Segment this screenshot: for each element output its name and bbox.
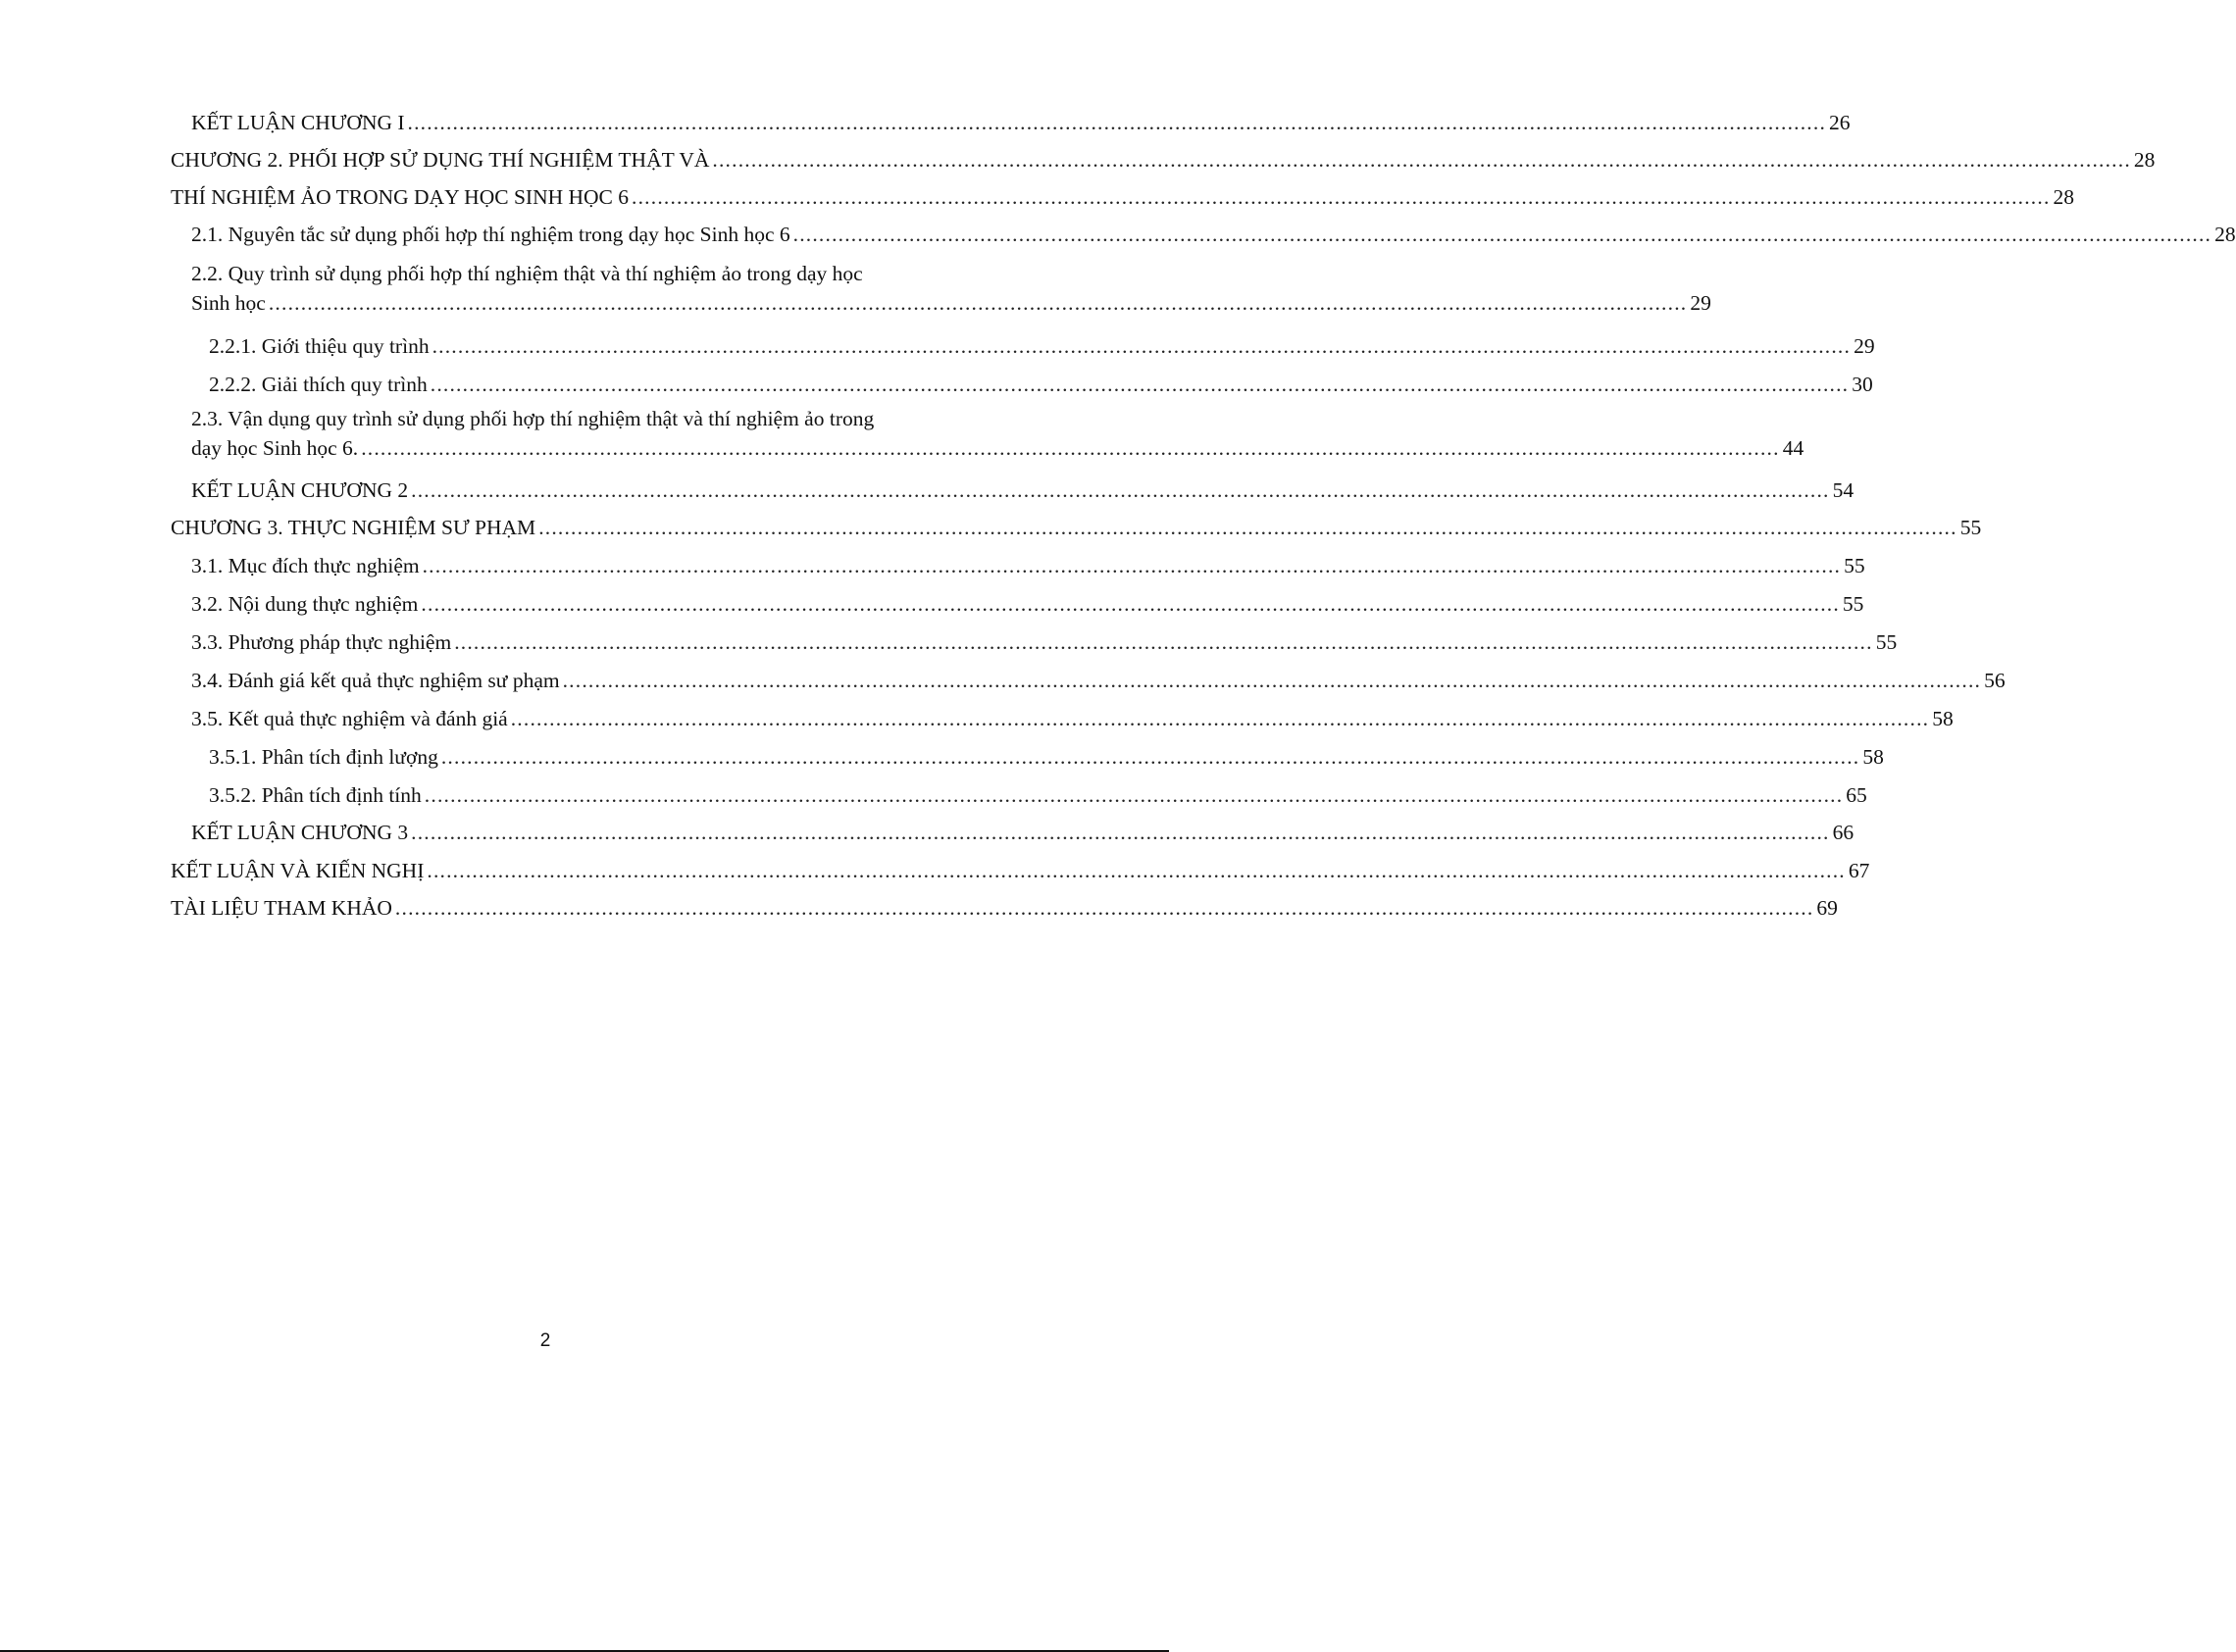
dot-leader: ............................................................................................................................................................................................................................	[712, 148, 2131, 172]
page-number: 2	[539, 1330, 551, 1351]
dot-leader: ............................................................................................................................................................................................................................	[454, 630, 1873, 654]
toc-entry-title: KẾT LUẬN CHƯƠNG 3	[191, 821, 409, 844]
toc-entry-title: THÍ NGHIỆM ẢO TRONG DẠY HỌC SINH HỌC 6	[171, 185, 630, 209]
dot-leader: ............................................................................................................................................................................................................................	[427, 859, 1846, 882]
toc-entry-line	[191, 220, 2236, 249]
dot-leader: ............................................................................................................................................................................................................................	[411, 478, 1830, 502]
toc-entry[interactable]	[209, 742, 1884, 772]
dot-leader: ............................................................................................................................................................................................................................	[562, 669, 1982, 692]
toc-entry-page: 26	[1829, 111, 1851, 134]
toc-entry[interactable]	[191, 108, 1851, 137]
toc-entry-page: 44	[1782, 436, 1804, 460]
dot-leader: ............................................................................................................................................................................................................................	[424, 783, 1844, 807]
toc-entry-line	[191, 704, 1954, 733]
toc-entry-page: 28	[2053, 185, 2075, 209]
toc-entry-title: dạy học Sinh học 6.	[191, 436, 359, 460]
toc-entry[interactable]	[209, 780, 1867, 810]
dot-leader: ............................................................................................................................................................................................................................	[440, 745, 1860, 769]
toc-entry-line	[191, 476, 1855, 505]
toc-entry-title: CHƯƠNG 2. PHỐI HỢP SỬ DỤNG THÍ NGHIỆM THẬT VÀ	[171, 148, 710, 172]
toc-entry-page: 67	[1848, 859, 1870, 882]
dot-leader: ............................................................................................................................................................................................................................	[421, 592, 1840, 616]
toc-entry-title: 3.5.2. Phân tích định tính	[209, 783, 422, 807]
toc-entry-line	[191, 108, 1851, 137]
toc-entry[interactable]	[171, 145, 2156, 175]
toc-entry-title: 2.2.2. Giải thích quy trình	[209, 373, 428, 396]
toc-entry[interactable]	[191, 818, 1855, 847]
toc-entry[interactable]	[191, 589, 1864, 619]
dot-leader: ............................................................................................................................................................................................................................	[422, 554, 1842, 577]
toc-entry-line	[171, 856, 1870, 885]
toc-entry-page: 29	[1690, 291, 1711, 315]
toc-entry-line	[209, 370, 1873, 399]
toc-entry-title-line: 2.3. Vận dụng quy trình sử dụng phối hợp thí nghiệm thật và thí nghiệm ảo trong	[191, 407, 875, 430]
toc-entry[interactable]	[191, 259, 1711, 318]
toc-entry-line	[171, 145, 2156, 175]
dot-leader: ............................................................................................................................................................................................................................	[411, 821, 1830, 844]
toc-entry-line	[209, 780, 1867, 810]
toc-entry[interactable]	[191, 704, 1954, 733]
toc-entry-page: 58	[1932, 707, 1954, 730]
toc-entry[interactable]	[191, 476, 1855, 505]
toc-entry-line	[191, 288, 1711, 318]
toc-entry-title: 2.2.1. Giới thiệu quy trình	[209, 334, 430, 358]
toc-entry-title: TÀI LIỆU THAM KHẢO	[171, 896, 392, 920]
toc-entry-page: 66	[1832, 821, 1855, 844]
toc-entry-page: 29	[1854, 334, 1875, 358]
toc-entry-line	[191, 818, 1855, 847]
toc-entry-page: 58	[1862, 745, 1884, 769]
dot-leader: ............................................................................................................................................................................................................................	[361, 436, 1780, 460]
dot-leader: ............................................................................................................................................................................................................................	[632, 185, 2051, 209]
toc-entry-line	[191, 589, 1864, 619]
toc-entry-title: Sinh học	[191, 291, 266, 315]
toc-entry-title: 3.5. Kết quả thực nghiệm và đánh giá	[191, 707, 508, 730]
toc-entry[interactable]	[209, 370, 1873, 399]
toc-entry-title: 3.3. Phương pháp thực nghiệm	[191, 630, 452, 654]
toc-entry-page: 55	[1844, 554, 1865, 577]
toc-entry-line	[209, 742, 1884, 772]
dot-leader: ............................................................................................................................................................................................................................	[510, 707, 1930, 730]
toc-entry-page: 56	[1984, 669, 2006, 692]
toc-entry-title: KẾT LUẬN VÀ KIẾN NGHỊ	[171, 859, 425, 882]
toc-entry[interactable]	[171, 182, 2075, 212]
dot-leader: ............................................................................................................................................................................................................................	[430, 373, 1850, 396]
dot-leader: ............................................................................................................................................................................................................................	[792, 223, 2212, 246]
toc-entry-line	[191, 551, 1865, 580]
toc-entry-title: 3.5.1. Phân tích định lượng	[209, 745, 438, 769]
toc-entry-line	[171, 182, 2075, 212]
toc-entry-line	[171, 513, 1982, 542]
toc-entry-line	[171, 893, 1838, 923]
toc-entry-page: 28	[2133, 148, 2156, 172]
toc-entry-page: 69	[1816, 896, 1838, 920]
toc-entry[interactable]	[171, 513, 1982, 542]
toc-entry-title: KẾT LUẬN CHƯƠNG I	[191, 111, 405, 134]
toc-entry[interactable]	[171, 856, 1870, 885]
toc-entry[interactable]	[191, 627, 1898, 657]
toc-entry-title: 3.4. Đánh giá kết quả thực nghiệm sư phạm	[191, 669, 560, 692]
dot-leader: ............................................................................................................................................................................................................................	[432, 334, 1852, 358]
toc-entry-title: 3.1. Mục đích thực nghiệm	[191, 554, 420, 577]
toc-entry[interactable]	[191, 220, 2236, 249]
toc-entry[interactable]	[171, 893, 1838, 923]
toc-entry-page: 65	[1846, 783, 1867, 807]
toc-entry[interactable]	[209, 331, 1875, 361]
toc-entry-page: 55	[1875, 630, 1898, 654]
toc-entry-page: 55	[1959, 516, 1982, 539]
toc-entry-page: 30	[1852, 373, 1873, 396]
dot-leader: ............................................................................................................................................................................................................................	[538, 516, 1957, 539]
toc-entry-line	[209, 331, 1875, 361]
toc-entry-title-line: 2.2. Quy trình sử dụng phối hợp thí nghiệm thật và thí nghiệm ảo trong dạy học	[191, 262, 863, 285]
toc-entry-line	[191, 627, 1898, 657]
dot-leader: ............................................................................................................................................................................................................................	[407, 111, 1827, 134]
dot-leader: ............................................................................................................................................................................................................................	[394, 896, 1814, 920]
toc-entry[interactable]	[191, 666, 2006, 695]
toc-entry-page: 28	[2214, 223, 2236, 246]
toc-entry-line	[191, 666, 2006, 695]
toc-entry[interactable]	[191, 404, 1804, 463]
toc-entry[interactable]	[191, 551, 1865, 580]
toc-entry-title: KẾT LUẬN CHƯƠNG 2	[191, 478, 409, 502]
dot-leader: ............................................................................................................................................................................................................................	[268, 291, 1688, 315]
toc-entry-page: 54	[1832, 478, 1855, 502]
toc-entry-title: CHƯƠNG 3. THỰC NGHIỆM SƯ PHẠM	[171, 516, 536, 539]
toc-entry-title: 2.1. Nguyên tắc sử dụng phối hợp thí nghiệm trong dạy học Sinh học 6	[191, 223, 790, 246]
toc-entry-line	[191, 433, 1804, 463]
toc-entry-page: 55	[1842, 592, 1864, 616]
toc-entry-title: 3.2. Nội dung thực nghiệm	[191, 592, 419, 616]
